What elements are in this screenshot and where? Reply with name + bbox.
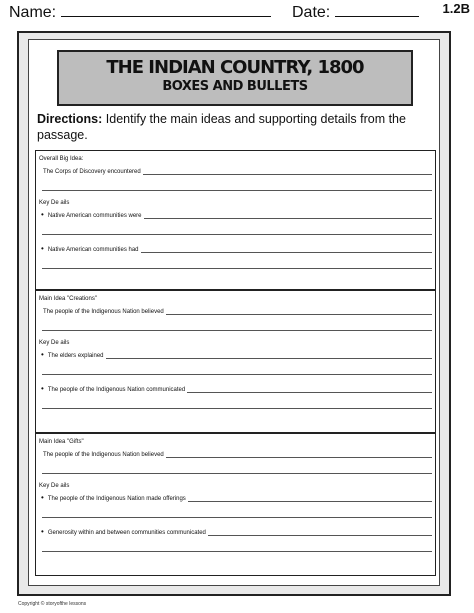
- bullet-text: The people of the Indigenous Nation communicated: [47, 387, 186, 393]
- bullet-line[interactable]: [39, 383, 432, 393]
- prompt-line[interactable]: [39, 448, 432, 458]
- answer-line[interactable]: [208, 528, 432, 536]
- name-field[interactable]: [9, 2, 271, 22]
- worksheet-title: THE INDIAN COUNTRY, 1800: [106, 57, 364, 78]
- section-heading: Main Idea "Creations": [39, 296, 97, 302]
- worksheet-subtitle: BOXES AND BULLETS: [162, 79, 308, 94]
- key-details-label: Key De ails: [39, 200, 70, 206]
- answer-line[interactable]: [166, 450, 432, 458]
- bullet-text: Native American communities had: [47, 247, 139, 253]
- answer-line[interactable]: [144, 211, 432, 219]
- bullet-line[interactable]: [39, 243, 432, 253]
- bullet-text: The people of the Indigenous Nation made offerings: [47, 496, 186, 502]
- title-box: [57, 50, 413, 106]
- bullet-text: Native American communities were: [47, 213, 142, 219]
- worksheet-frame: [17, 31, 451, 596]
- name-line[interactable]: [61, 2, 271, 17]
- worksheet-body: [28, 39, 440, 586]
- date-line[interactable]: [335, 2, 419, 17]
- answer-line[interactable]: [42, 365, 432, 375]
- gifts-section: [35, 433, 436, 576]
- bullet-line[interactable]: [39, 349, 432, 359]
- answer-line[interactable]: [42, 321, 432, 331]
- key-details-label: Key De ails: [39, 340, 70, 346]
- date-field[interactable]: [292, 2, 419, 22]
- section-heading: Overall Big Idea:: [39, 156, 84, 162]
- answer-line[interactable]: [42, 259, 432, 269]
- answer-line[interactable]: [42, 508, 432, 518]
- answer-line[interactable]: [42, 464, 432, 474]
- date-label: Date:: [292, 4, 331, 21]
- bullet-icon: •: [41, 350, 44, 359]
- answer-line[interactable]: [143, 167, 432, 175]
- prompt-text: The Corps of Discovery encountered: [43, 169, 141, 175]
- copyright: Copyright © storyofthe lessons: [18, 601, 87, 607]
- answer-line[interactable]: [106, 351, 432, 359]
- bullet-icon: •: [41, 493, 44, 502]
- directions: [37, 111, 432, 143]
- prompt-line[interactable]: [39, 305, 432, 315]
- answer-line[interactable]: [166, 307, 432, 315]
- bullet-icon: •: [41, 210, 44, 219]
- answer-line[interactable]: [187, 385, 432, 393]
- prompt-text: The people of the Indigenous Nation believed: [43, 309, 164, 315]
- name-label: Name:: [9, 4, 57, 21]
- section-heading: Main Idea "Gifts": [39, 439, 84, 445]
- answer-line[interactable]: [42, 225, 432, 235]
- bullet-text: The elders explained: [47, 353, 104, 359]
- answer-line[interactable]: [42, 181, 432, 191]
- prompt-line[interactable]: [39, 165, 432, 175]
- bullet-icon: •: [41, 244, 44, 253]
- key-details-label: Key De ails: [39, 483, 70, 489]
- answer-line[interactable]: [141, 245, 432, 253]
- answer-line[interactable]: [188, 494, 432, 502]
- directions-label: Directions:: [37, 112, 103, 126]
- bullet-line[interactable]: [39, 209, 432, 219]
- directions-text: Identify the main ideas and supporting details from the passage.: [37, 112, 406, 142]
- bullet-line[interactable]: [39, 526, 432, 536]
- answer-line[interactable]: [42, 542, 432, 552]
- big-idea-section: [35, 150, 436, 290]
- prompt-text: The people of the Indigenous Nation believed: [43, 452, 164, 458]
- bullet-text: Generosity within and between communities communicated: [47, 530, 206, 536]
- bullet-icon: •: [41, 384, 44, 393]
- worksheet-code: 1.2B: [442, 1, 470, 16]
- creations-section: [35, 290, 436, 433]
- bullet-icon: •: [41, 527, 44, 536]
- answer-line[interactable]: [42, 399, 432, 409]
- bullet-line[interactable]: [39, 492, 432, 502]
